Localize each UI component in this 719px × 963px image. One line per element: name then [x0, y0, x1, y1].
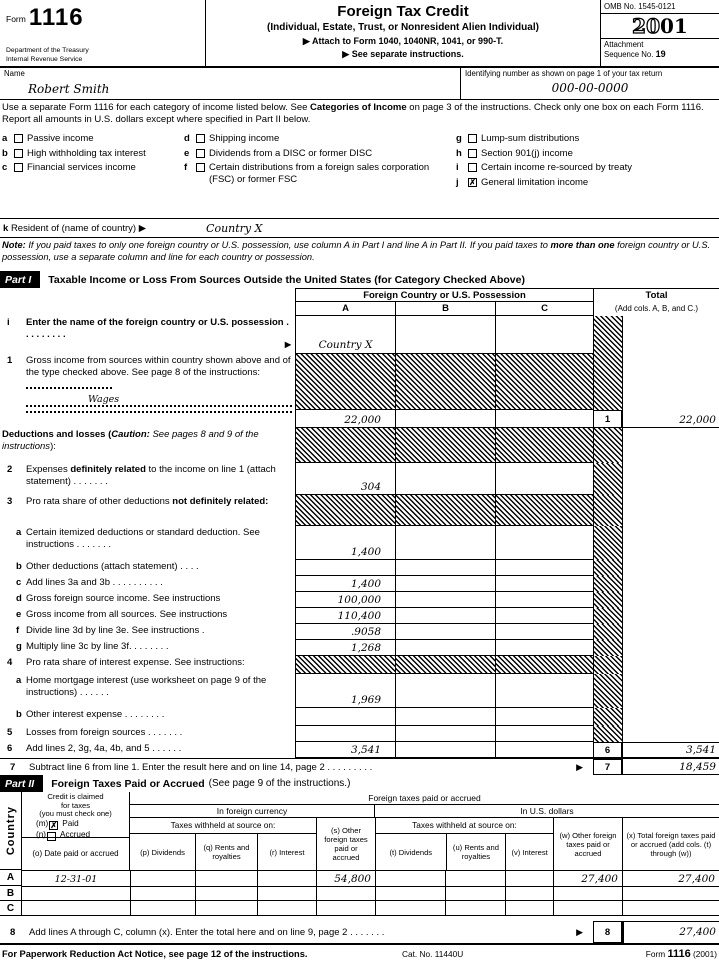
- column-b-header: B: [395, 302, 495, 316]
- col-x-header: (x) Total foreign taxes paid or accrued (add cols. (t) through (w)): [622, 818, 719, 870]
- omb-number: OMB No. 1545-0121: [601, 0, 719, 14]
- checkbox-f-icon[interactable]: [196, 163, 205, 172]
- line-1-number-box: 1: [593, 410, 622, 428]
- row-4b: [295, 708, 719, 726]
- col-w-header: (w) Other foreign taxes paid or accrued: [553, 818, 622, 870]
- line-2-desc: 2 Expenses definitely related to the income on line 1 (attach statement) . . . . . . .: [7, 464, 276, 488]
- category-general-limitation[interactable]: j ✗ General limitation income: [456, 176, 589, 188]
- form-title-block: [206, 0, 600, 66]
- category-passive-income[interactable]: a Passive income: [2, 133, 94, 144]
- line-4-desc: 4 Pro rata share of interest expense. See instructions:: [7, 657, 245, 668]
- credit-claimed-box: Credit is claimed for taxes (you must check one) (m) ✗ Paid (n) Accrued: [22, 792, 129, 838]
- identifying-number-label: Identifying number as shown on page 1 of your tax return: [465, 69, 663, 78]
- part2-bar: [0, 775, 719, 792]
- line-1-amount-b[interactable]: [395, 410, 495, 428]
- row-a-date-field[interactable]: 12-31-01: [54, 873, 98, 885]
- row-5: [295, 726, 719, 742]
- line-8-number: 8: [10, 926, 16, 938]
- row-1-amounts: [295, 410, 719, 428]
- footer-form-number: 1116: [667, 948, 691, 960]
- line-1-desc: 1 Gross income from sources within country shown above and of the type checked above. See page 8 of the instructions: Wages: [0, 354, 295, 428]
- withheld-source-fc-header: Taxes withheld at source on:: [130, 818, 316, 834]
- line-7-number-box: 7: [593, 759, 622, 775]
- country-name-b-field[interactable]: [395, 316, 495, 354]
- part1-label: Part I: [0, 271, 40, 288]
- foreign-country-span-header: Foreign Country or U.S. Possession: [295, 288, 593, 302]
- column-c-header: C: [495, 302, 593, 316]
- part1-table-head: [0, 288, 719, 316]
- identifying-number-field[interactable]: 000-00-0000: [551, 81, 629, 95]
- total-subheader: (Add cols. A, B, and C.): [593, 302, 719, 316]
- category-section-901j[interactable]: h Section 901(j) income: [456, 147, 573, 159]
- resident-country-field[interactable]: Country X: [206, 221, 263, 235]
- attachment-label: Attachment: [604, 40, 644, 49]
- footer-form-year: (2001): [693, 949, 717, 959]
- checkbox-a-icon[interactable]: [14, 134, 23, 143]
- row-c-date-field[interactable]: [22, 901, 130, 915]
- dotted-leader: [26, 380, 112, 389]
- category-fsc-distributions[interactable]: f Certain distributions from a foreign sales corporation (FSC) or former FSC: [184, 162, 430, 185]
- row-a-col-x[interactable]: 27,400: [622, 871, 719, 886]
- part2-title-note: (See page 9 of the instructions.): [208, 778, 351, 789]
- line-5-amount-a[interactable]: [295, 726, 395, 742]
- row-3f: [295, 624, 719, 640]
- line-4a-desc: a Home mortgage interest (use worksheet on page 9 of the instructions) . . . . . .: [16, 675, 267, 699]
- row-3g: [295, 640, 719, 656]
- row-a-col-v[interactable]: [505, 871, 553, 886]
- row-6: [295, 742, 719, 758]
- line-7-total[interactable]: 18,459: [622, 759, 719, 775]
- form-number: 1116: [28, 4, 84, 31]
- line-3b-amount-a[interactable]: [295, 560, 395, 576]
- checkbox-d-icon[interactable]: [196, 134, 205, 143]
- line-3d-desc: d Gross foreign source income. See instructions: [16, 593, 221, 604]
- part1-title: Taxable Income or Loss From Sources Outside the United States (for Category Checked Above): [48, 273, 525, 286]
- k-letter: k: [3, 222, 9, 234]
- row-4a: [295, 674, 719, 708]
- part2-row-c: [22, 900, 719, 915]
- row-2: [295, 463, 719, 495]
- line-i-desc: i Enter the name of the foreign country or U.S. possession . . . . . . . . . ▶: [0, 316, 295, 354]
- col-q-header: (q) Rents and royalties: [195, 834, 257, 870]
- line-8-label: Add lines A through C, column (x). Enter the total here and on line 9, page 2 . . . . . . .: [29, 926, 385, 938]
- irs-label: Internal Revenue Service: [6, 55, 83, 63]
- row-a-letter: A: [0, 869, 21, 885]
- row-b-date-field[interactable]: [22, 887, 130, 901]
- tax-year: 2001: [601, 14, 719, 39]
- deductions-shaded-row: [295, 428, 719, 463]
- part1-grid: [295, 316, 719, 758]
- line-7-number: 7: [10, 761, 16, 773]
- line-i-arrow-icon: ▶: [284, 339, 291, 349]
- foreign-taxes-span-header: Foreign taxes paid or accrued: [130, 792, 719, 805]
- col-v-header: (v) Interest: [505, 834, 553, 870]
- checkbox-h-icon[interactable]: [468, 149, 477, 158]
- category-lump-sum[interactable]: g Lump-sum distributions: [456, 133, 580, 144]
- line-1-amount-c[interactable]: [495, 410, 593, 428]
- row-i: [295, 316, 719, 354]
- part2-title: Foreign Taxes Paid or Accrued: [51, 777, 205, 790]
- line-3f-desc: f Divide line 3d by line 3e. See instructions .: [16, 625, 205, 636]
- line-3g-amount-a[interactable]: 1,268: [295, 640, 395, 656]
- part1-body: [0, 316, 719, 758]
- category-instructions: Use a separate Form 1116 for each category of income listed below. See Categories of Income on page 3 of the instructions. Check only one box on each Form 1116. Report all amounts in U.S. dollars except where specified in Part II below.: [2, 102, 704, 125]
- line-2-amount-a[interactable]: 304: [295, 463, 395, 495]
- form-title: Foreign Tax Credit: [337, 3, 469, 20]
- line-3c-amount-a[interactable]: 1,400: [295, 576, 395, 592]
- catalog-number: Cat. No. 11440U: [402, 949, 464, 959]
- line-3a-desc: a Certain itemized deductions or standard deduction. See instructions . . . . . . .: [16, 527, 260, 551]
- line-6-desc: 6 Add lines 2, 3g, 4a, 4b, and 5 . . . . . .: [7, 743, 182, 754]
- category-financial-services[interactable]: c Financial services income: [2, 162, 136, 173]
- line-8-total[interactable]: 27,400: [622, 921, 719, 943]
- line-5-desc: 5 Losses from foreign sources . . . . . . .: [7, 727, 183, 738]
- row-a-col-r[interactable]: [257, 871, 316, 886]
- checkbox-e-icon[interactable]: [196, 149, 205, 158]
- page-footer: [0, 943, 719, 963]
- country-name-c-field[interactable]: [495, 316, 593, 354]
- name-row: [0, 68, 719, 100]
- line-7-arrow-icon: ▶: [576, 761, 583, 772]
- line-3e-amount-a[interactable]: 110,400: [295, 608, 395, 624]
- k-label: Resident of (name of country) ▶: [10, 222, 147, 234]
- row-1-shaded: [295, 354, 719, 410]
- category-high-withholding[interactable]: b High withholding tax interest: [2, 147, 146, 159]
- sequence-number: 19: [655, 49, 666, 60]
- line-3f-amount-a[interactable]: .9058: [295, 624, 395, 640]
- checkbox-paid-checked-icon[interactable]: ✗: [50, 820, 58, 830]
- attach-instruction: ▶ Attach to Form 1040, 1040NR, 1041, or 990-T.: [302, 36, 504, 46]
- row-a-col-w[interactable]: 27,400: [553, 871, 622, 886]
- line-8-number-box: 8: [593, 921, 622, 943]
- row-3a: [295, 526, 719, 560]
- part2-table: [0, 792, 719, 916]
- part2-label: Part II: [0, 775, 43, 792]
- part1-bar: [0, 271, 719, 288]
- note-paragraph: Note: If you paid taxes to only one foreign country or U.S. possession, use column A in Part I and line A in Part II. If you paid taxes to more than one foreign country or U.S. possession, use a separate column and line for each country or possession.: [2, 240, 711, 262]
- line-7-label: Subtract line 6 from line 1. Enter the result here and on line 14, page 2 . . . . . . . . .: [29, 761, 373, 773]
- footer-form-word: Form: [645, 949, 666, 959]
- category-resourced-treaty[interactable]: i Certain income re-sourced by treaty: [456, 162, 633, 173]
- line-1-total[interactable]: 22,000: [622, 410, 719, 428]
- paperwork-notice: For Paperwork Reduction Act Notice, see page 12 of the instructions.: [2, 949, 308, 959]
- line-1-amount-a[interactable]: 22,000: [295, 410, 395, 428]
- accrued-option[interactable]: (n) Accrued: [36, 830, 91, 840]
- part2-row-b: [22, 886, 719, 901]
- line-6-number-box: 6: [593, 742, 622, 758]
- part2-row-a: [22, 870, 719, 886]
- line-6-total[interactable]: 3,541: [622, 742, 719, 758]
- country-name-a-field[interactable]: Country X: [295, 316, 395, 354]
- form-number-block: [0, 0, 206, 66]
- line-3-desc: 3 Pro rata share of other deductions not definitely related:: [7, 496, 269, 507]
- line-3a-amount-a[interactable]: 1,400: [295, 526, 395, 560]
- row-3b: [295, 560, 719, 576]
- checkbox-b-icon[interactable]: [14, 149, 23, 158]
- paid-option[interactable]: (m) ✗ Paid: [36, 819, 79, 830]
- category-shipping[interactable]: d Shipping income: [184, 133, 280, 144]
- row-3d: [295, 592, 719, 608]
- sequence-label: Sequence No.: [604, 50, 654, 60]
- checkbox-g-icon[interactable]: [468, 134, 477, 143]
- line-3d-amount-a[interactable]: 100,000: [295, 592, 395, 608]
- row-a-col-s[interactable]: 54,800: [316, 871, 375, 886]
- line-3b-desc: b Other deductions (attach statement) . . . .: [16, 561, 199, 572]
- name-field[interactable]: Robert Smith: [28, 82, 110, 96]
- row-3-shaded: [295, 495, 719, 526]
- col-p-header: (p) Dividends: [140, 847, 185, 857]
- line-3c-desc: c Add lines 3a and 3b . . . . . . . . . .: [16, 577, 163, 588]
- checkbox-i-icon[interactable]: [468, 163, 477, 172]
- form-subtitle: (Individual, Estate, Trust, or Nonresident Alien Individual): [267, 22, 539, 33]
- omb-block: [600, 0, 719, 66]
- shaded-strip: [593, 316, 622, 354]
- line-7-row: [0, 758, 719, 775]
- row-c-letter: C: [0, 900, 21, 915]
- line-8-arrow-icon: ▶: [576, 926, 583, 937]
- col-s-header: (s) Other foreign taxes paid or accrued: [316, 818, 375, 870]
- row-a-col-p[interactable]: [130, 871, 195, 886]
- line-4b-desc: b Other interest expense . . . . . . . .: [16, 709, 165, 720]
- col-r-header: (r) Interest: [257, 834, 316, 870]
- income-category-section: [0, 130, 719, 218]
- line-3g-desc: g Multiply line 3c by line 3f. . . . . . . .: [16, 641, 169, 652]
- country-vertical-label: Country: [4, 806, 17, 856]
- row-4-shaded: [295, 656, 719, 674]
- row-a-col-q[interactable]: [195, 871, 257, 886]
- line-1-entry-field[interactable]: Wages: [26, 394, 292, 407]
- form-word: Form: [6, 14, 26, 24]
- line-8-row: [0, 921, 719, 943]
- row-a-col-t[interactable]: [375, 871, 445, 886]
- resident-country-row: [0, 218, 719, 238]
- line-4a-amount-a[interactable]: 1,969: [295, 674, 395, 708]
- total-header: Total: [593, 288, 719, 302]
- col-u-header: (u) Rents and royalties: [446, 834, 506, 870]
- checkbox-j-checked-icon[interactable]: ✗: [469, 177, 476, 187]
- in-foreign-currency-header: In foreign currency: [130, 805, 375, 818]
- in-us-dollars-header: In U.S. dollars: [375, 805, 719, 818]
- dotted-rule: [26, 407, 292, 413]
- deductions-header: Deductions and losses (Caution: See pages 8 and 9 of the instructions):: [2, 429, 259, 453]
- part1-descriptions: [0, 316, 295, 758]
- checkbox-c-icon[interactable]: [14, 163, 23, 172]
- row-b-letter: B: [0, 885, 21, 900]
- col-t-header: (t) Dividends: [389, 847, 433, 857]
- line-4b-amount-a[interactable]: [295, 708, 395, 726]
- name-label: Name: [4, 69, 25, 78]
- form-header: [0, 0, 719, 68]
- row-3c: [295, 576, 719, 592]
- col-o-header: (o) Date paid or accrued: [32, 849, 119, 858]
- line-3e-desc: e Gross income from all sources. See instructions: [16, 609, 228, 620]
- column-a-header: A: [295, 302, 395, 316]
- line-6-amount-a[interactable]: 3,541: [295, 742, 395, 758]
- withheld-source-us-header: Taxes withheld at source on:: [376, 818, 553, 834]
- category-disc-dividends[interactable]: e Dividends from a DISC or former DISC: [184, 147, 373, 159]
- row-3e: [295, 608, 719, 624]
- see-instructions: ▶ See separate instructions.: [342, 49, 464, 59]
- row-a-col-u[interactable]: [445, 871, 505, 886]
- dept-treasury: Department of the Treasury: [6, 47, 89, 55]
